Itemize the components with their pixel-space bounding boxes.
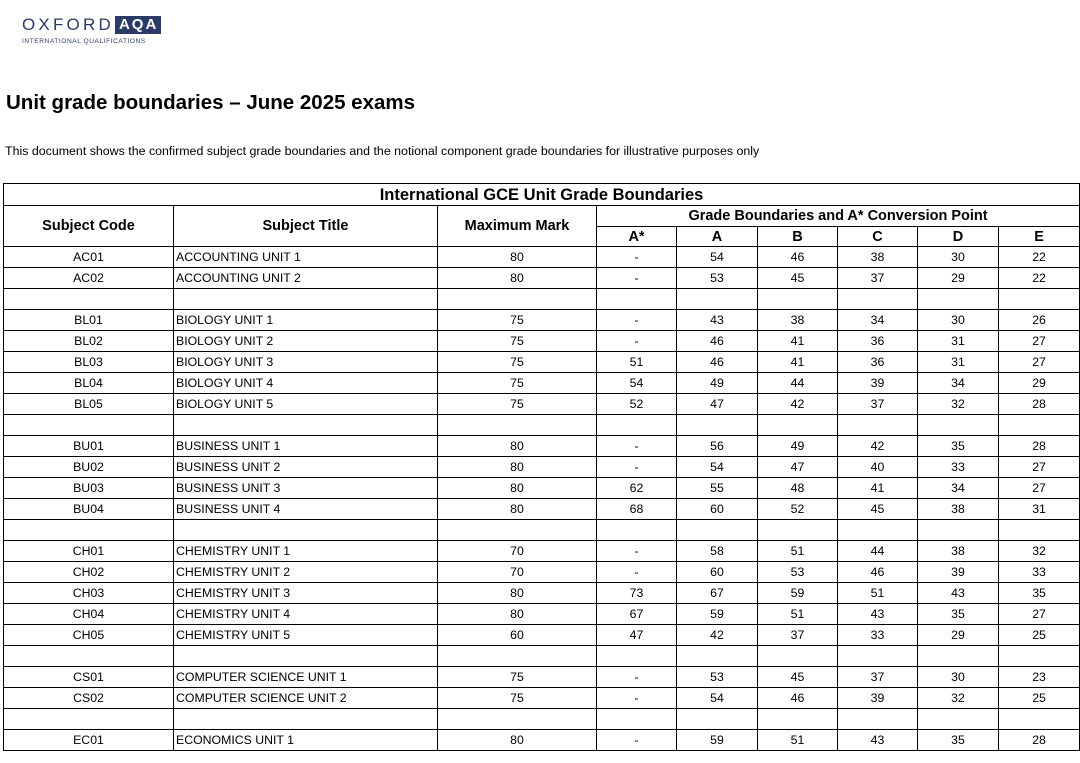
header-subject-code: Subject Code [4,206,174,247]
empty-cell [918,520,999,541]
empty-cell [999,289,1080,310]
maximum-mark-cell: 80 [438,499,597,520]
grade-e-cell: 22 [999,247,1080,268]
table-row [4,310,1080,331]
grade-c-cell: 43 [838,604,918,625]
grade-e-cell: 25 [999,688,1080,709]
grade-a-cell: 60 [677,499,758,520]
maximum-mark-cell: 75 [438,352,597,373]
spacer-row [4,646,1080,667]
grade-c-cell: 34 [838,310,918,331]
grade-c-cell: 45 [838,499,918,520]
subject-code-cell: BL01 [4,310,174,331]
grade-a-cell: 47 [677,394,758,415]
grade-a-star-cell: 52 [597,394,677,415]
grade-a-star-cell: 54 [597,373,677,394]
grade-e-cell: 33 [999,562,1080,583]
subject-title-cell: CHEMISTRY UNIT 4 [174,604,438,625]
subject-code-cell: BL03 [4,352,174,373]
table-row [4,604,1080,625]
grade-d-cell: 32 [918,688,999,709]
empty-cell [597,709,677,730]
grade-e-cell: 28 [999,394,1080,415]
empty-cell [677,646,758,667]
grade-b-cell: 41 [758,331,838,352]
empty-cell [758,520,838,541]
empty-cell [677,289,758,310]
grade-d-cell: 31 [918,331,999,352]
subject-code-cell: AC02 [4,268,174,289]
table-row [4,541,1080,562]
grade-a-star-cell: - [597,310,677,331]
subject-code-cell: CS01 [4,667,174,688]
maximum-mark-cell: 80 [438,604,597,625]
maximum-mark-cell: 75 [438,310,597,331]
subject-code-cell: BL05 [4,394,174,415]
grade-d-cell: 33 [918,457,999,478]
grade-b-cell: 44 [758,373,838,394]
grade-c-cell: 36 [838,352,918,373]
empty-cell [4,646,174,667]
grade-b-cell: 45 [758,268,838,289]
grade-e-cell: 27 [999,478,1080,499]
table-row [4,268,1080,289]
table-row [4,247,1080,268]
logo-aqa-text: AQA [115,16,161,34]
subject-code-cell: BU03 [4,478,174,499]
grade-d-cell: 35 [918,436,999,457]
maximum-mark-cell: 75 [438,688,597,709]
grade-a-cell: 46 [677,352,758,373]
maximum-mark-cell: 80 [438,268,597,289]
grade-c-cell: 37 [838,268,918,289]
grade-e-cell: 28 [999,436,1080,457]
empty-cell [4,289,174,310]
empty-cell [999,646,1080,667]
empty-cell [174,646,438,667]
intro-text: This document shows the confirmed subject grade boundaries and the notional component grade boundaries for illustrative purposes only [5,144,760,158]
grade-d-cell: 34 [918,478,999,499]
empty-cell [838,415,918,436]
subject-title-cell: BUSINESS UNIT 2 [174,457,438,478]
table-row [4,562,1080,583]
grade-a-cell: 58 [677,541,758,562]
grade-a-star-cell: - [597,688,677,709]
subject-code-cell: BU04 [4,499,174,520]
grade-b-cell: 42 [758,394,838,415]
header-subject-title: Subject Title [174,206,438,247]
table-row [4,583,1080,604]
empty-cell [174,709,438,730]
empty-cell [838,289,918,310]
header-grade-a-star: A* [597,227,677,247]
spacer-row [4,709,1080,730]
empty-cell [758,415,838,436]
empty-cell [838,646,918,667]
grade-e-cell: 31 [999,499,1080,520]
subject-title-cell: BIOLOGY UNIT 5 [174,394,438,415]
empty-cell [758,709,838,730]
table-body [4,247,1080,751]
empty-cell [838,520,918,541]
maximum-mark-cell: 75 [438,394,597,415]
grade-d-cell: 39 [918,562,999,583]
grade-a-star-cell: - [597,667,677,688]
empty-cell [999,520,1080,541]
grade-e-cell: 27 [999,457,1080,478]
table-row [4,352,1080,373]
empty-cell [174,289,438,310]
grade-c-cell: 37 [838,394,918,415]
table-row [4,478,1080,499]
grade-a-cell: 42 [677,625,758,646]
grade-a-star-cell: - [597,331,677,352]
header-grade-b: B [758,227,838,247]
grade-e-cell: 23 [999,667,1080,688]
empty-cell [677,520,758,541]
grade-b-cell: 51 [758,730,838,751]
subject-code-cell: BL02 [4,331,174,352]
maximum-mark-cell: 70 [438,541,597,562]
grade-d-cell: 29 [918,625,999,646]
empty-cell [4,709,174,730]
empty-cell [4,520,174,541]
grade-a-star-cell: 67 [597,604,677,625]
subject-title-cell: BIOLOGY UNIT 4 [174,373,438,394]
subject-title-cell: BIOLOGY UNIT 2 [174,331,438,352]
table-row [4,373,1080,394]
empty-cell [918,709,999,730]
table-row [4,331,1080,352]
grade-e-cell: 35 [999,583,1080,604]
subject-code-cell: BU01 [4,436,174,457]
table-row [4,499,1080,520]
grade-a-star-cell: - [597,436,677,457]
maximum-mark-cell: 80 [438,436,597,457]
spacer-row [4,415,1080,436]
grade-d-cell: 32 [918,394,999,415]
grade-b-cell: 46 [758,247,838,268]
subject-code-cell: EC01 [4,730,174,751]
subject-code-cell: CS02 [4,688,174,709]
maximum-mark-cell: 70 [438,562,597,583]
empty-cell [918,415,999,436]
maximum-mark-cell: 80 [438,730,597,751]
header-maximum-mark: Maximum Mark [438,206,597,247]
grade-a-star-cell: - [597,541,677,562]
table-row [4,436,1080,457]
header-grade-d: D [918,227,999,247]
table-row [4,394,1080,415]
grade-d-cell: 34 [918,373,999,394]
subject-title-cell: CHEMISTRY UNIT 2 [174,562,438,583]
grade-a-cell: 54 [677,247,758,268]
table-row [4,730,1080,751]
empty-cell [597,415,677,436]
grade-c-cell: 46 [838,562,918,583]
subject-code-cell: CH02 [4,562,174,583]
empty-cell [677,415,758,436]
grade-a-star-cell: 68 [597,499,677,520]
empty-cell [174,520,438,541]
maximum-mark-cell: 75 [438,331,597,352]
empty-cell [174,415,438,436]
header-grade-a: A [677,227,758,247]
table-caption: International GCE Unit Grade Boundaries [4,184,1080,206]
oxford-aqa-logo [22,16,172,45]
grade-b-cell: 59 [758,583,838,604]
empty-cell [918,646,999,667]
grade-d-cell: 38 [918,499,999,520]
maximum-mark-cell: 80 [438,457,597,478]
grade-a-cell: 55 [677,478,758,499]
subject-title-cell: ACCOUNTING UNIT 2 [174,268,438,289]
table-row [4,457,1080,478]
empty-cell [999,415,1080,436]
empty-cell [597,646,677,667]
grade-a-cell: 56 [677,436,758,457]
grade-c-cell: 39 [838,373,918,394]
empty-cell [438,415,597,436]
subject-title-cell: BIOLOGY UNIT 1 [174,310,438,331]
grade-a-cell: 60 [677,562,758,583]
maximum-mark-cell: 75 [438,373,597,394]
grade-a-star-cell: - [597,562,677,583]
page-title: Unit grade boundaries – June 2025 exams [6,91,416,114]
empty-cell [4,415,174,436]
grade-a-star-cell: 47 [597,625,677,646]
grade-a-cell: 54 [677,688,758,709]
grade-a-cell: 59 [677,730,758,751]
grade-a-star-cell: - [597,247,677,268]
grade-c-cell: 36 [838,331,918,352]
grade-a-star-cell: - [597,268,677,289]
table-row [4,688,1080,709]
empty-cell [758,646,838,667]
grade-a-cell: 43 [677,310,758,331]
subject-title-cell: BIOLOGY UNIT 3 [174,352,438,373]
grade-b-cell: 41 [758,352,838,373]
grade-c-cell: 40 [838,457,918,478]
subject-code-cell: CH04 [4,604,174,625]
grade-e-cell: 32 [999,541,1080,562]
grade-d-cell: 38 [918,541,999,562]
table-row [4,667,1080,688]
subject-title-cell: ACCOUNTING UNIT 1 [174,247,438,268]
grade-e-cell: 26 [999,310,1080,331]
subject-title-cell: CHEMISTRY UNIT 5 [174,625,438,646]
subject-code-cell: CH03 [4,583,174,604]
grade-d-cell: 43 [918,583,999,604]
grade-c-cell: 33 [838,625,918,646]
grade-e-cell: 27 [999,331,1080,352]
table-row [4,625,1080,646]
grade-e-cell: 28 [999,730,1080,751]
grade-d-cell: 35 [918,604,999,625]
grade-e-cell: 22 [999,268,1080,289]
empty-cell [597,289,677,310]
grade-e-cell: 25 [999,625,1080,646]
grade-e-cell: 29 [999,373,1080,394]
grade-d-cell: 30 [918,310,999,331]
grade-e-cell: 27 [999,604,1080,625]
subject-title-cell: CHEMISTRY UNIT 3 [174,583,438,604]
grade-a-cell: 53 [677,268,758,289]
grade-a-star-cell: - [597,730,677,751]
empty-cell [758,289,838,310]
grade-c-cell: 42 [838,436,918,457]
grade-b-cell: 52 [758,499,838,520]
grade-boundaries-table [3,183,1080,751]
empty-cell [918,289,999,310]
grade-c-cell: 37 [838,667,918,688]
grade-d-cell: 29 [918,268,999,289]
grade-a-cell: 53 [677,667,758,688]
subject-code-cell: CH05 [4,625,174,646]
maximum-mark-cell: 60 [438,625,597,646]
empty-cell [438,646,597,667]
grade-c-cell: 44 [838,541,918,562]
maximum-mark-cell: 80 [438,478,597,499]
grade-e-cell: 27 [999,352,1080,373]
empty-cell [597,520,677,541]
grade-c-cell: 39 [838,688,918,709]
maximum-mark-cell: 80 [438,583,597,604]
grade-a-cell: 46 [677,331,758,352]
spacer-row [4,289,1080,310]
grade-c-cell: 43 [838,730,918,751]
subject-title-cell: CHEMISTRY UNIT 1 [174,541,438,562]
grade-d-cell: 30 [918,247,999,268]
empty-cell [438,709,597,730]
empty-cell [438,289,597,310]
grade-a-star-cell: - [597,457,677,478]
grade-b-cell: 51 [758,604,838,625]
grade-a-cell: 54 [677,457,758,478]
subject-title-cell: COMPUTER SCIENCE UNIT 2 [174,688,438,709]
grade-c-cell: 41 [838,478,918,499]
grade-b-cell: 47 [758,457,838,478]
grade-a-star-cell: 51 [597,352,677,373]
grade-b-cell: 38 [758,310,838,331]
grade-a-star-cell: 62 [597,478,677,499]
logo-wordmark [22,16,172,34]
grade-c-cell: 38 [838,247,918,268]
header-grade-e: E [999,227,1080,247]
grade-boundaries-table-container [3,183,1079,751]
header-grade-boundaries-group: Grade Boundaries and A* Conversion Point [597,206,1080,227]
logo-subtitle: INTERNATIONAL QUALIFICATIONS [22,38,146,45]
empty-cell [438,520,597,541]
empty-cell [677,709,758,730]
header-grade-c: C [838,227,918,247]
subject-code-cell: BU02 [4,457,174,478]
grade-b-cell: 45 [758,667,838,688]
subject-title-cell: BUSINESS UNIT 3 [174,478,438,499]
grade-d-cell: 31 [918,352,999,373]
maximum-mark-cell: 80 [438,247,597,268]
grade-a-cell: 59 [677,604,758,625]
subject-title-cell: COMPUTER SCIENCE UNIT 1 [174,667,438,688]
grade-c-cell: 51 [838,583,918,604]
grade-a-cell: 49 [677,373,758,394]
empty-cell [999,709,1080,730]
grade-b-cell: 51 [758,541,838,562]
maximum-mark-cell: 75 [438,667,597,688]
grade-d-cell: 35 [918,730,999,751]
subject-code-cell: BL04 [4,373,174,394]
empty-cell [838,709,918,730]
subject-title-cell: BUSINESS UNIT 4 [174,499,438,520]
grade-b-cell: 37 [758,625,838,646]
spacer-row [4,520,1080,541]
subject-title-cell: BUSINESS UNIT 1 [174,436,438,457]
subject-code-cell: AC01 [4,247,174,268]
grade-b-cell: 46 [758,688,838,709]
logo-oxford-text: OXFORD [22,15,114,34]
grade-b-cell: 48 [758,478,838,499]
grade-b-cell: 49 [758,436,838,457]
subject-code-cell: CH01 [4,541,174,562]
subject-title-cell: ECONOMICS UNIT 1 [174,730,438,751]
grade-a-star-cell: 73 [597,583,677,604]
grade-a-cell: 67 [677,583,758,604]
grade-d-cell: 30 [918,667,999,688]
grade-b-cell: 53 [758,562,838,583]
